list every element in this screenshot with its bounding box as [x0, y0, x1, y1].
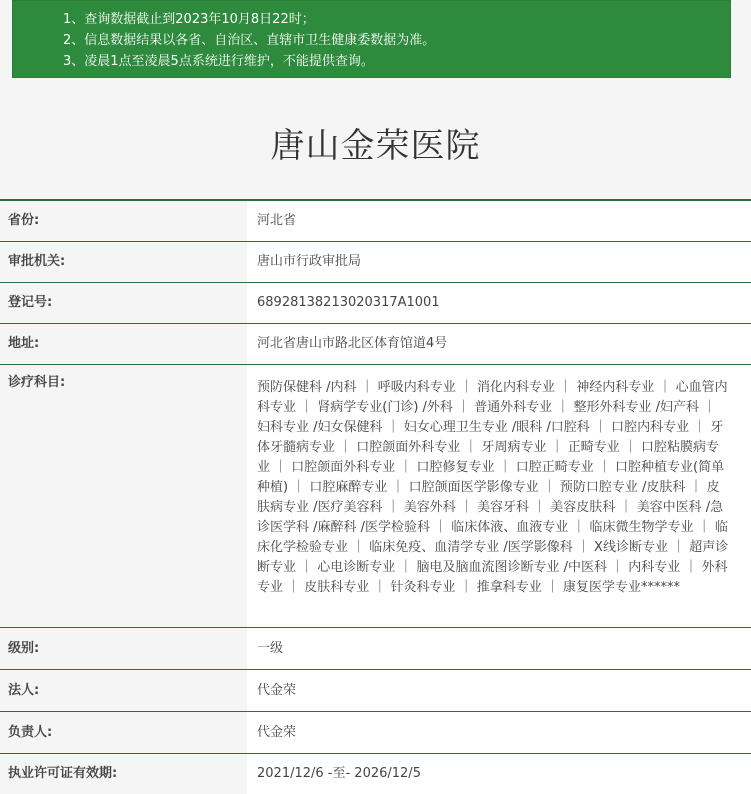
province-value: 河北省 [247, 201, 751, 241]
row-province [0, 199, 751, 241]
notice-line-2: 2、信息数据结果以各省、自治区、直辖市卫生健康委数据为准。 [63, 33, 436, 48]
reg-no-value: 68928138213020317A1001 [247, 283, 751, 323]
legal-person-label: 法人: [8, 683, 40, 698]
responsible-label: 负责人: [8, 725, 53, 740]
level-label: 级别: [8, 641, 40, 656]
province-label: 省份: [8, 213, 40, 228]
authority-value: 唐山市行政审批局 [247, 242, 751, 282]
license-validity-label: 执业许可证有效期: [8, 766, 118, 781]
notice-line-1: 1、查询数据截止到2023年10月8日22时； [63, 12, 315, 27]
license-validity-value: 2021/12/6 -至- 2026/12/5 [247, 754, 751, 794]
row-legal-person [0, 669, 751, 711]
responsible-value: 代金荣 [247, 712, 751, 753]
reg-no-label: 登记号: [8, 295, 53, 310]
info-table [0, 199, 751, 794]
departments-label: 诊疗科目: [8, 375, 66, 390]
level-value: 一级 [247, 628, 751, 669]
address-value: 河北省唐山市路北区体育馆道4号 [247, 324, 751, 364]
page-title: 唐山金荣医院 [270, 126, 481, 166]
row-reg-no [0, 282, 751, 323]
legal-person-value: 代金荣 [247, 670, 751, 711]
departments-text: 预防保健科 /内科 ｜ 呼吸内科专业 ｜ 消化内科专业 ｜ 神经内科专业 ｜ 心血管内科专业 ｜ 肾病学专业(门诊) /外科 ｜ 普通外科专业 ｜ 整形外科专业 /妇产科 ｜ 妇科专业 /妇女保健科 ｜ 妇女心理卫生专业 /眼科 /口腔科 ｜ 口腔内科专业 ｜ 牙体牙髓病专业 ｜ 口腔颌面外科专业 ｜ 牙周病专业 ｜ 正畸专业 ｜ 口腔粘膜病专业 ｜ 口腔颌面外科专业 ｜ 口腔修复专业 ｜ 口腔正畸专业 ｜ 口腔种植专业(简单种植) ｜ 口腔麻醉专业 ｜ 口腔颌面医学影像专业 ｜ 预防口腔专业 /皮肤科 ｜ 皮肤病专业 /医疗美容科 ｜ 美容外科 ｜ 美容牙科 ｜ 美容皮肤科 ｜ 美容中医科 /急诊医学科 /麻醉科 /医学检验科 ｜ 临床体液、血液专业 ｜ 临床微生物学专业 ｜ 临床化学检验专业 ｜ 临床免疫、血清学专业 /医学影像科 ｜ X线诊断专业 ｜ 超声诊断专业 ｜ 心电诊断专业 ｜ 脑电及脑血流图诊断专业 /中医科 ｜ 内科专业 ｜ 外科专业 ｜ 皮肤科专业 ｜ 针灸科专业 ｜ 推拿科专业 ｜ 康复医学专业****** [257, 380, 729, 595]
authority-label: 审批机关: [8, 254, 66, 269]
departments-value [247, 365, 751, 627]
row-departments [0, 364, 751, 627]
row-authority [0, 241, 751, 282]
row-responsible [0, 711, 751, 753]
notice-banner [12, 0, 731, 78]
notice-line-3: 3、凌晨1点至凌晨5点系统进行维护，不能提供查询。 [63, 54, 374, 69]
address-label: 地址: [8, 336, 40, 351]
row-level [0, 627, 751, 669]
row-address [0, 323, 751, 364]
